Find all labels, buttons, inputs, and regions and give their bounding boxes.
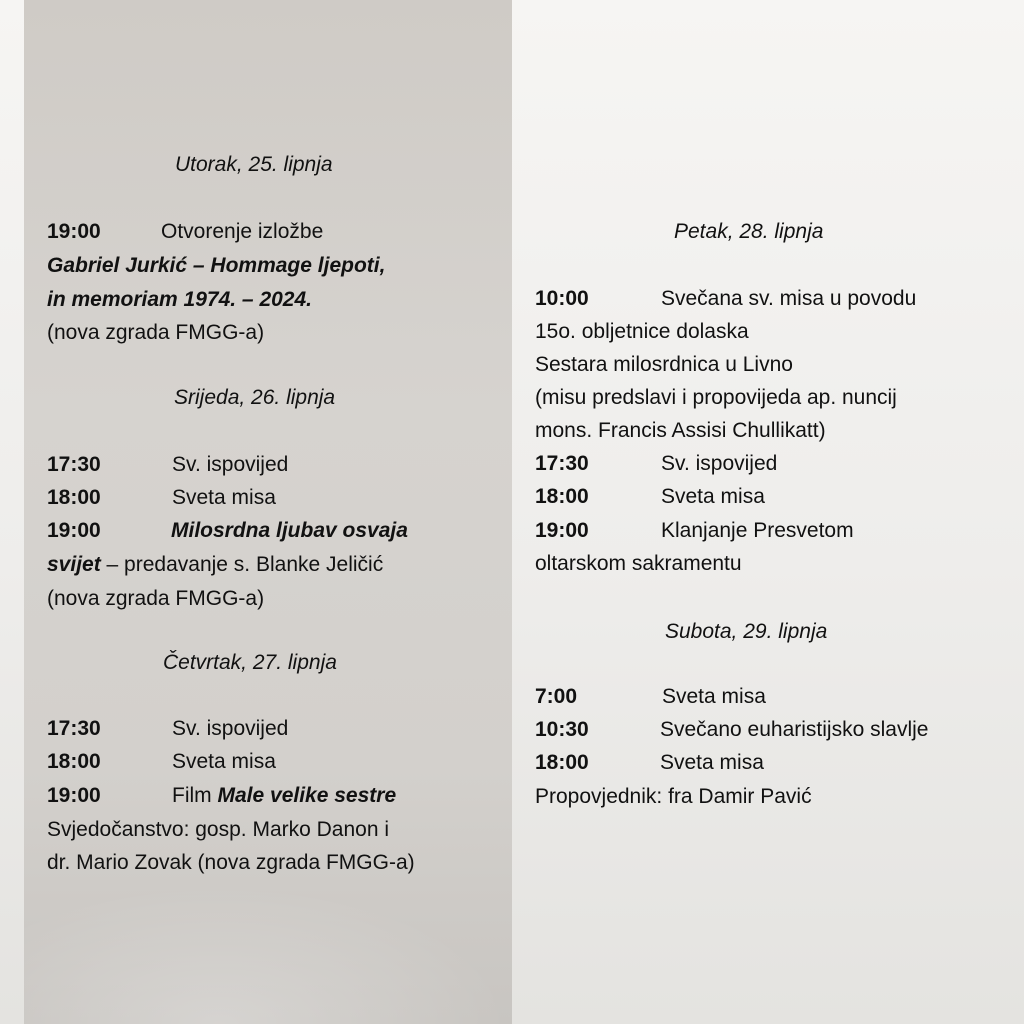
schedule-item [535,480,765,513]
schedule-item [47,712,288,745]
event-text: Otvorenje izložbe [161,220,324,243]
time: 18:00 [47,750,101,773]
event-text: Sv. ispovijed [661,452,778,475]
exhibition-title-line2: in memoriam 1974. – 2024. [47,288,312,311]
schedule-item [47,448,288,481]
day-heading-friday: Petak, 28. lipnja [674,220,824,243]
time: 7:00 [535,685,578,708]
lecture-speaker: – predavanje s. Blanke Jeličić [100,553,384,576]
location-text: (nova zgrada FMGG-a) [47,587,265,610]
preacher-line: Propovjednik: fra Damir Pavić [535,785,812,808]
lecture-title-cont: svijet [47,553,101,576]
time: 18:00 [535,751,589,774]
event-text: Svečano euharistijsko slavlje [660,718,929,741]
schedule-item [535,447,777,480]
location-text: (nova zgrada FMGG-a) [47,321,265,344]
event-detail-line: 15o. obljetnice dolaska [535,320,749,343]
schedule-item [47,514,408,547]
event-detail-line: Sestara milosrdnica u Livno [535,353,793,376]
event-text: Sveta misa [172,486,276,509]
event-text: Sveta misa [660,751,764,774]
schedule-item [47,481,276,514]
schedule-item [47,745,276,778]
time: 17:30 [47,453,101,476]
event-text: Sveta misa [661,485,765,508]
time: 17:30 [535,452,589,475]
event-detail-line: (misu predslavi i propovijeda ap. nuncij [535,386,897,409]
lecture-line [47,548,383,581]
event-detail-line: oltarskom sakramentu [535,552,742,575]
event-text: Film [172,784,218,807]
time: 10:00 [535,287,589,310]
testimony-line: Svjedočanstvo: gosp. Marko Danon i [47,818,390,841]
schedule-item [535,514,854,547]
day-heading-thursday: Četvrtak, 27. lipnja [163,651,337,674]
time: 18:00 [47,486,101,509]
time: 17:30 [47,717,101,740]
event-text: Sveta misa [172,750,276,773]
schedule-item [535,713,928,746]
schedule-item [47,215,323,248]
day-heading-wednesday: Srijeda, 26. lipnja [174,386,336,409]
schedule-item [535,680,766,713]
film-title: Male velike sestre [217,784,397,807]
time: 19:00 [47,784,101,807]
event-text: Svečana sv. misa u povodu [661,287,917,310]
event-text: Sv. ispovijed [172,453,289,476]
testimony-line: dr. Mario Zovak (nova zgrada FMGG-a) [47,851,415,874]
time: 19:00 [47,519,101,542]
schedule-item [535,746,764,779]
event-text: Sv. ispovijed [172,717,289,740]
schedule-item [535,282,916,315]
time: 19:00 [47,220,101,243]
event-text: Sveta misa [662,685,766,708]
exhibition-title-line1: Gabriel Jurkić – Hommage ljepoti, [47,254,386,277]
schedule-item [47,779,396,812]
time: 10:30 [535,718,589,741]
event-text: Klanjanje Presvetom [661,519,854,542]
day-heading-tuesday: Utorak, 25. lipnja [175,153,333,176]
time: 18:00 [535,485,589,508]
lecture-title: Milosrdna ljubav osvaja [171,519,408,542]
event-detail-line: mons. Francis Assisi Chullikatt) [535,419,826,442]
time: 19:00 [535,519,589,542]
day-heading-saturday: Subota, 29. lipnja [665,620,828,643]
